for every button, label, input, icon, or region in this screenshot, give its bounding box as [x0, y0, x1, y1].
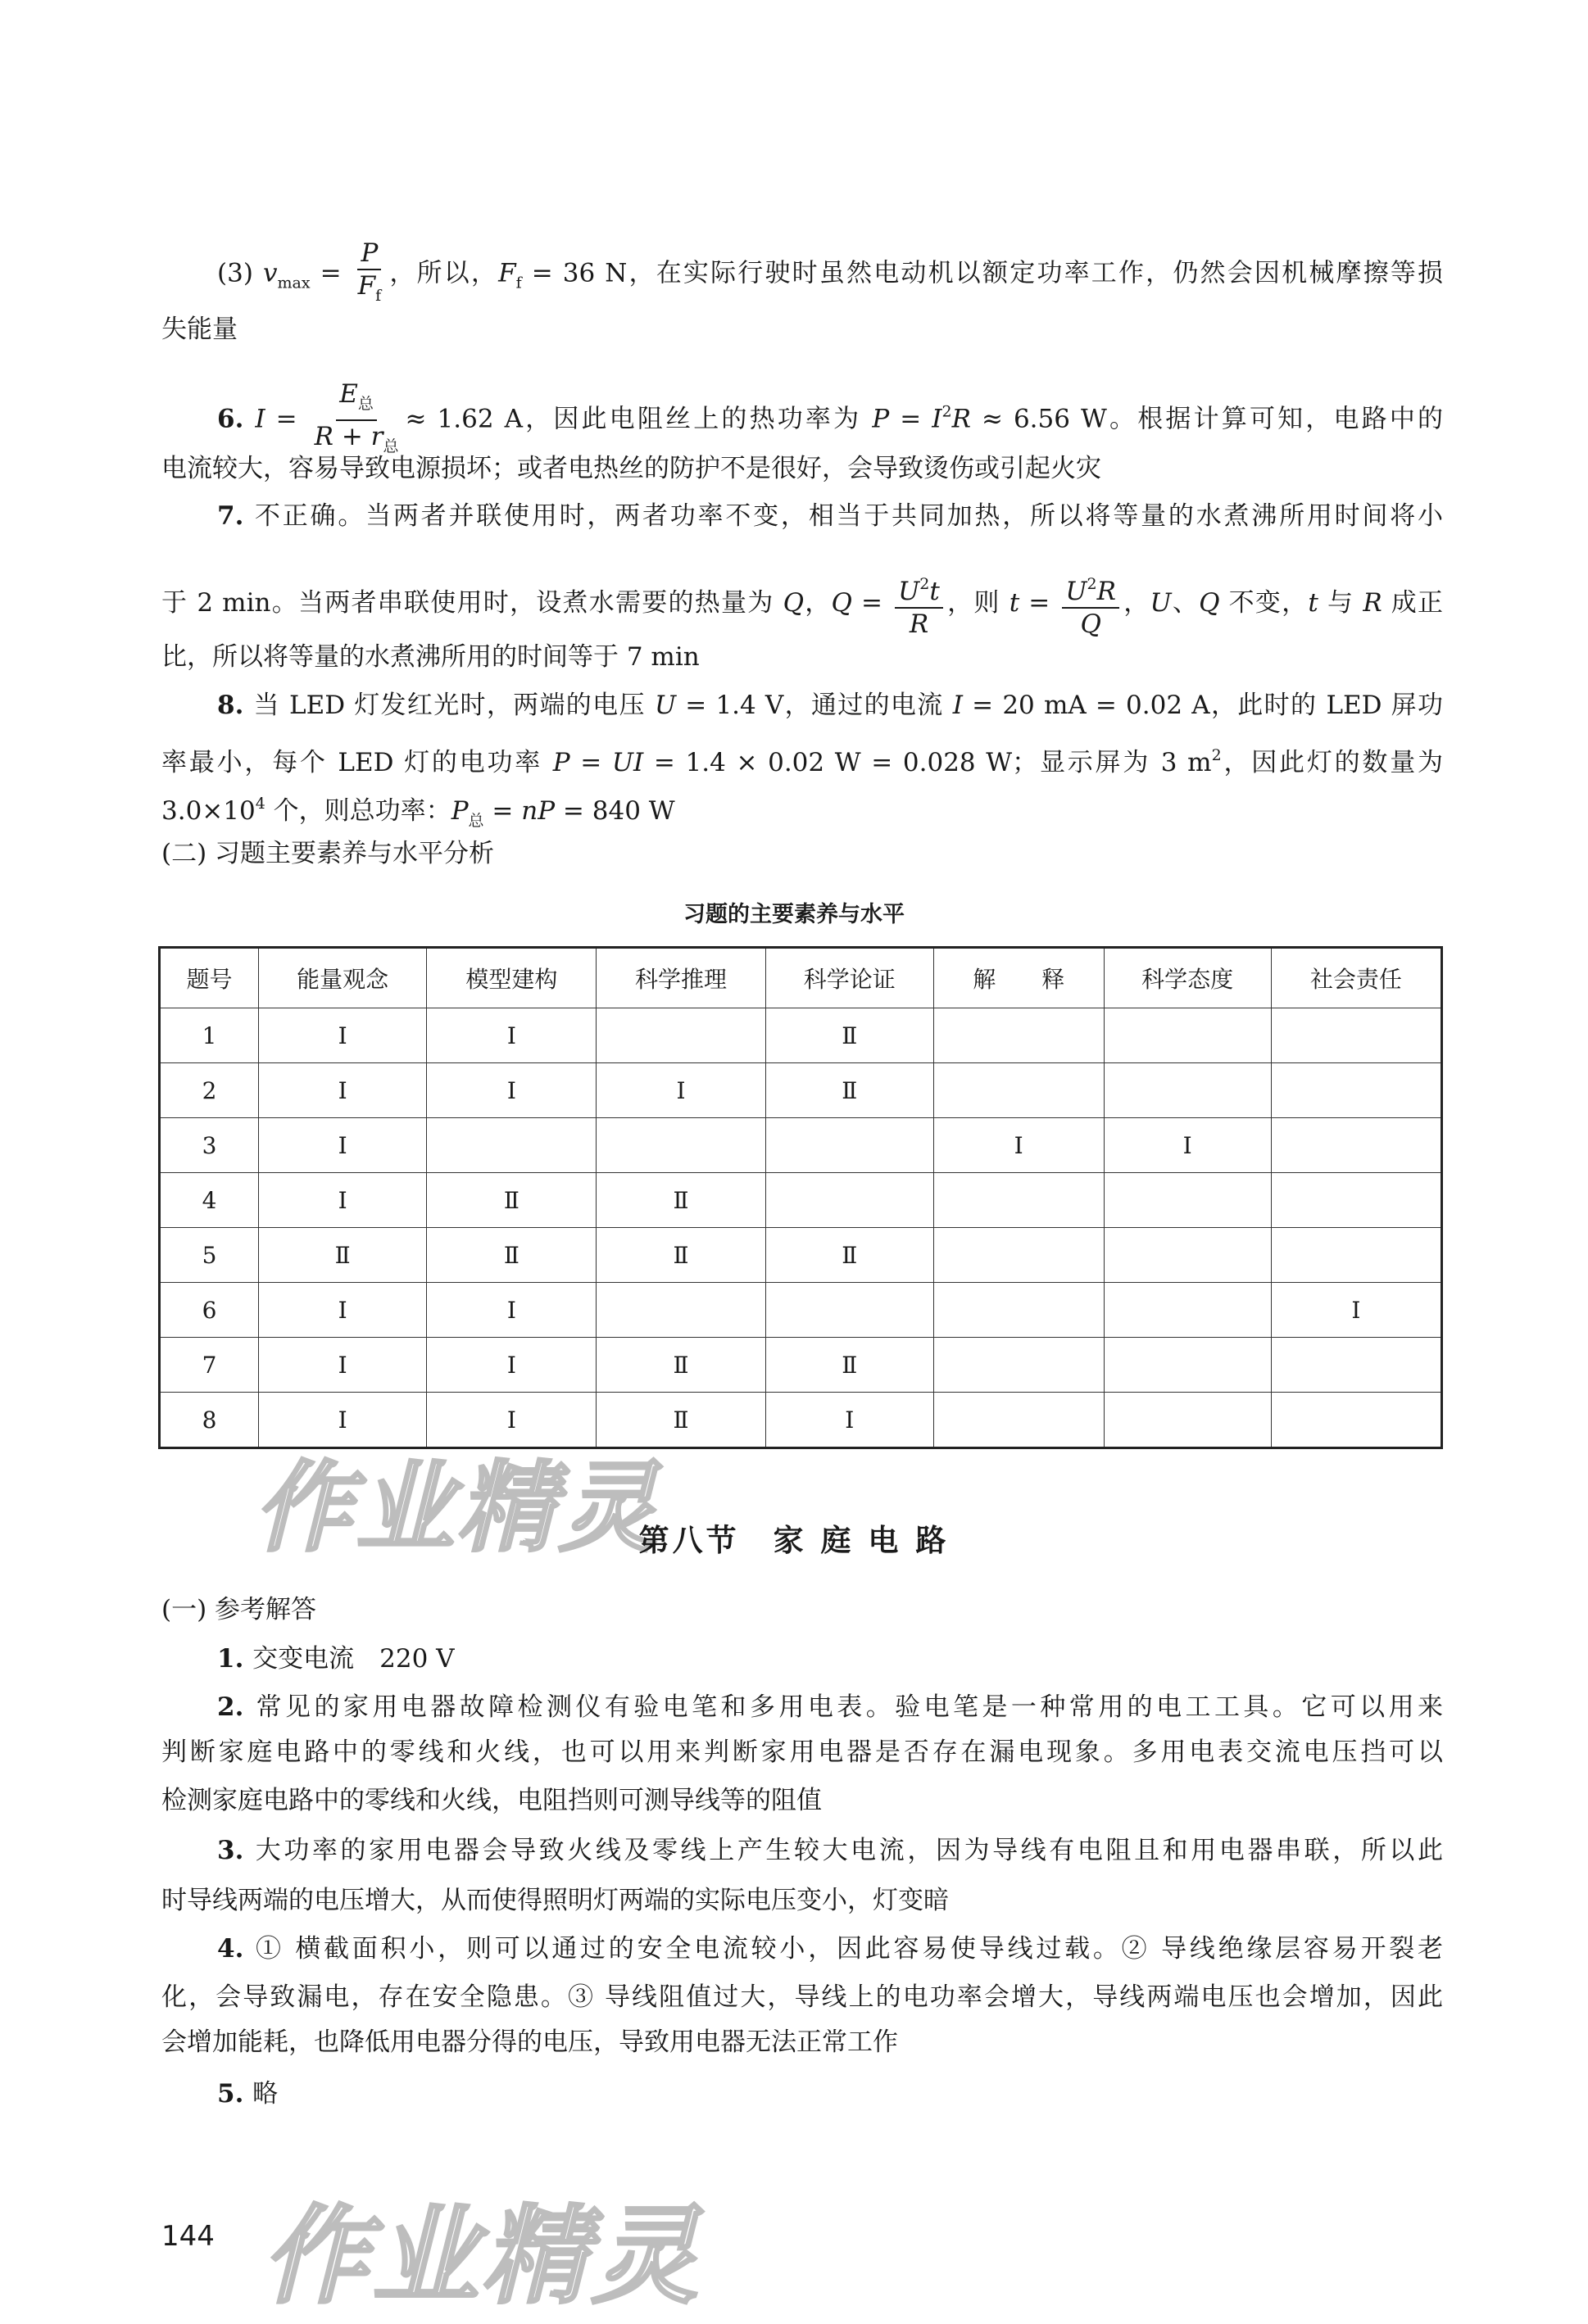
- table-cell: [1104, 1228, 1271, 1283]
- table-cell: Ⅰ: [427, 1393, 597, 1448]
- table-cell: [1271, 1063, 1441, 1118]
- math-variable: UI: [611, 748, 644, 777]
- text-run: ，所以，: [388, 258, 499, 288]
- question-number: 4.: [217, 1934, 256, 1964]
- text-run: =: [483, 796, 522, 826]
- table-cell: 3: [160, 1118, 259, 1173]
- math-variable: I: [932, 404, 942, 434]
- text-line: [161, 1882, 1443, 1919]
- text-run: +: [333, 422, 371, 451]
- table-cell: Ⅰ: [427, 1283, 597, 1338]
- table-cell: 2: [160, 1063, 259, 1118]
- column-header: 社会责任: [1271, 948, 1441, 1008]
- competency-table: [158, 946, 1443, 1449]
- text-run: 检测家庭电路中的零线和火线，电阻挡则可测导线等的阻值: [161, 1786, 822, 1815]
- text-run: 失能量: [161, 315, 238, 344]
- table-cell: [1271, 1173, 1441, 1228]
- text-run: = 840 W: [555, 796, 675, 826]
- page-number: 144: [161, 2220, 215, 2253]
- text-line: [161, 451, 1443, 487]
- math-variable: R: [1363, 588, 1382, 618]
- text-run: 不变，: [1219, 588, 1309, 618]
- table-cell: Ⅰ: [259, 1118, 427, 1173]
- text-line: [161, 639, 1443, 675]
- text-line: [161, 2024, 1443, 2060]
- text-run: = 1.4 V，通过的电流: [676, 691, 953, 720]
- text-line: [161, 1832, 1443, 1869]
- table-cell: [933, 1338, 1104, 1393]
- fraction: [355, 238, 385, 311]
- text-run: ，: [804, 588, 832, 618]
- text-run: = 1.4 × 0.02 W = 0.028 W；显示屏为 3 m: [643, 748, 1212, 777]
- table-cell: [765, 1283, 933, 1338]
- text-run: ① 横截面积小，则可以通过的安全电流较小，因此容易使导线过载。② 导线绝缘层容易开裂老: [255, 1934, 1443, 1964]
- math-variable: U: [1065, 577, 1087, 606]
- superscript: 2: [941, 402, 952, 421]
- math-variable: P: [552, 748, 570, 777]
- text-run: =: [851, 588, 892, 618]
- text-line: [161, 498, 1443, 534]
- table-cell: [1271, 1008, 1441, 1063]
- math-variable: I: [952, 691, 963, 720]
- question-number: 6.: [217, 404, 256, 434]
- text-run: 不正确。当两者并联使用时，两者功率不变，相当于共同加热，所以将等量的水煮沸所用时间将小: [254, 501, 1444, 531]
- math-variable: t: [1009, 588, 1020, 618]
- text-line: [161, 836, 1443, 872]
- table-cell: [933, 1063, 1104, 1118]
- text-run: 交变电流 220 V: [252, 1644, 455, 1674]
- table-cell: Ⅰ: [765, 1393, 933, 1448]
- table-title: 习题的主要素养与水平: [683, 902, 905, 927]
- text-line: [161, 378, 1443, 462]
- text-line: [161, 1979, 1443, 2015]
- column-header: 能量观念: [259, 948, 427, 1008]
- fraction: [895, 569, 943, 640]
- text-line: [161, 311, 1443, 347]
- math-variable: v: [262, 258, 278, 288]
- table-cell: Ⅰ: [259, 1008, 427, 1063]
- text-run: ≈ 1.62 A，因此电阻丝上的热功率为: [405, 404, 873, 434]
- table-cell: [597, 1008, 765, 1063]
- text-run: ，因此灯的数量为: [1221, 748, 1444, 777]
- table-cell: Ⅱ: [597, 1338, 765, 1393]
- math-variable: F: [498, 258, 516, 288]
- table-cell: Ⅱ: [765, 1063, 933, 1118]
- text-run: = 20 mA = 0.02 A，此时的 LED 屏功: [963, 691, 1444, 720]
- text-line: [161, 1592, 1443, 1628]
- table-cell: 1: [160, 1008, 259, 1063]
- table-cell: [1104, 1173, 1271, 1228]
- text-run: 3.0×10: [161, 796, 256, 826]
- math-variable: r: [370, 422, 383, 451]
- text-line: [161, 687, 1443, 723]
- math-variable: R: [951, 404, 971, 434]
- subscript: f: [375, 287, 382, 305]
- table-cell: [1271, 1118, 1441, 1173]
- subscript: 总: [468, 812, 484, 830]
- table-cell: Ⅱ: [765, 1228, 933, 1283]
- column-header: 模型建构: [427, 948, 597, 1008]
- table-cell: Ⅰ: [259, 1173, 427, 1228]
- text-line: [161, 1641, 1443, 1677]
- subscript: f: [515, 274, 522, 292]
- fraction-numerator: [895, 569, 943, 609]
- text-line: [161, 2076, 1443, 2112]
- question-number: 5.: [217, 2079, 253, 2109]
- table-cell: [765, 1118, 933, 1173]
- text-run: =: [569, 748, 612, 777]
- question-number: 2.: [217, 1692, 256, 1722]
- text-run: ，: [1122, 588, 1150, 618]
- table-cell: Ⅰ: [427, 1338, 597, 1393]
- question-number: 7.: [217, 501, 255, 531]
- text-run: =: [889, 404, 932, 434]
- watermark-logo: 作业精灵: [254, 1452, 660, 1565]
- table-cell: Ⅱ: [597, 1393, 765, 1448]
- superscript: 2: [1211, 746, 1222, 764]
- table-cell: 7: [160, 1338, 259, 1393]
- section-title: 第八节 家 庭 电 路: [638, 1523, 950, 1558]
- text-run: 率最小，每个 LED 灯的电功率: [161, 748, 553, 777]
- table-cell: [933, 1228, 1104, 1283]
- math-variable: Q: [1199, 588, 1220, 618]
- subscript: 总: [357, 395, 374, 413]
- text-line: [161, 569, 1443, 640]
- table-cell: Ⅱ: [765, 1338, 933, 1393]
- subscript: 总: [383, 437, 399, 455]
- table-cell: [1104, 1063, 1271, 1118]
- superscript: 4: [255, 795, 265, 813]
- table-cell: [933, 1173, 1104, 1228]
- text-run: 个，则总功率：: [265, 796, 451, 826]
- text-run: 大功率的家用电器会导致火线及零线上产生较大电流，因为导线有电阻且和用电器串联，所以此: [255, 1836, 1443, 1865]
- text-run: (3): [217, 258, 263, 288]
- text-line: [161, 786, 1443, 839]
- text-run: ≈ 6.56 W。根据计算可知，电路中的: [970, 404, 1444, 434]
- text-line: [161, 1931, 1443, 1967]
- text-run: 判断家庭电路中的零线和火线，也可以用来判断家用电器是否存在漏电现象。多用电表交流电压挡可以: [161, 1737, 1443, 1767]
- watermark-logo-bottom: 作业精灵: [262, 2194, 702, 2318]
- fraction-denominator: [1077, 609, 1104, 640]
- text-run: 、: [1171, 588, 1200, 618]
- table-cell: Ⅰ: [259, 1338, 427, 1393]
- fraction-numerator: [1062, 569, 1119, 609]
- table-cell: Ⅰ: [427, 1063, 597, 1118]
- math-variable: Q: [831, 588, 852, 618]
- table-cell: Ⅰ: [259, 1393, 427, 1448]
- table-cell: [765, 1173, 933, 1228]
- table-cell: Ⅰ: [427, 1008, 597, 1063]
- table-cell: 6: [160, 1283, 259, 1338]
- table-cell: Ⅱ: [597, 1228, 765, 1283]
- text-run: =: [265, 404, 308, 434]
- table-cell: [1104, 1393, 1271, 1448]
- table-cell: Ⅱ: [259, 1228, 427, 1283]
- math-variable: R: [314, 422, 333, 451]
- math-variable: Q: [1080, 609, 1101, 639]
- table-cell: Ⅱ: [427, 1228, 597, 1283]
- table-header-row: [160, 948, 1442, 1008]
- math-variable: F: [357, 271, 376, 301]
- text-run: 比，所以将等量的水煮沸所用的时间等于 7 min: [161, 642, 700, 672]
- table-row: [160, 1118, 1442, 1173]
- math-variable: nP: [521, 796, 556, 826]
- superscript: 2: [1087, 575, 1097, 593]
- table-cell: [933, 1393, 1104, 1448]
- text-run: 电流较大，容易导致电源损坏；或者电热丝的防护不是很好，会导致烫伤或引起火灾: [161, 454, 1101, 483]
- table-cell: Ⅰ: [597, 1063, 765, 1118]
- table-cell: 5: [160, 1228, 259, 1283]
- math-variable: U: [654, 691, 677, 720]
- text-run: 于 2 min。当两者串联使用时，设煮水需要的热量为: [161, 588, 783, 618]
- text-run: =: [310, 258, 352, 288]
- math-variable: Q: [783, 588, 805, 618]
- math-variable: t: [929, 577, 940, 606]
- table-cell: [1271, 1338, 1441, 1393]
- column-header: 解 释: [933, 948, 1104, 1008]
- table-cell: [1104, 1338, 1271, 1393]
- text-line: [161, 737, 1443, 781]
- fraction: [311, 378, 402, 462]
- fraction-denominator: [355, 270, 385, 311]
- column-header: 科学态度: [1104, 948, 1271, 1008]
- table-cell: Ⅰ: [1271, 1283, 1441, 1338]
- table-cell: [597, 1283, 765, 1338]
- math-variable: R: [1096, 577, 1116, 606]
- fraction-numerator: [336, 378, 377, 421]
- table-cell: 8: [160, 1393, 259, 1448]
- text-run: (一) 参考解答: [161, 1595, 317, 1624]
- question-number: 3.: [217, 1836, 256, 1865]
- text-run: 略: [252, 2079, 279, 2109]
- table-cell: Ⅱ: [427, 1173, 597, 1228]
- table-cell: [597, 1118, 765, 1173]
- question-number: 8.: [217, 691, 254, 720]
- math-variable: R: [909, 609, 929, 639]
- text-run: 时导线两端的电压增大，从而使得照明灯两端的实际电压变小，灯变暗: [161, 1886, 949, 1915]
- table-cell: [1104, 1283, 1271, 1338]
- text-run: (二) 习题主要素养与水平分析: [161, 839, 495, 868]
- table-row: [160, 1228, 1442, 1283]
- math-variable: P: [872, 404, 890, 434]
- text-run: ，则: [946, 588, 1010, 618]
- math-variable: P: [361, 238, 379, 268]
- math-variable: U: [1150, 588, 1172, 618]
- text-line: [161, 1734, 1443, 1770]
- column-header: 科学推理: [597, 948, 765, 1008]
- subscript: max: [277, 274, 311, 292]
- text-line: [161, 238, 1443, 311]
- superscript: 2: [919, 575, 930, 593]
- table-cell: Ⅰ: [933, 1118, 1104, 1173]
- table-row: [160, 1338, 1442, 1393]
- math-variable: I: [255, 404, 265, 434]
- math-variable: E: [339, 379, 358, 409]
- math-variable: t: [1308, 588, 1318, 618]
- table-row: [160, 1173, 1442, 1228]
- table-cell: [1271, 1393, 1441, 1448]
- table-cell: Ⅱ: [597, 1173, 765, 1228]
- table-cell: Ⅱ: [765, 1008, 933, 1063]
- question-number: 1.: [217, 1644, 253, 1674]
- text-run: =: [1019, 588, 1059, 618]
- text-run: 当 LED 灯发红光时，两端的电压: [253, 691, 655, 720]
- text-run: 与: [1318, 588, 1363, 618]
- table-row: [160, 1063, 1442, 1118]
- table-cell: Ⅰ: [1104, 1118, 1271, 1173]
- column-header: 科学论证: [765, 948, 933, 1008]
- text-run: 常见的家用电器故障检测仪有验电笔和多用电表。验电笔是一种常用的电工工具。它可以用来: [256, 1692, 1443, 1722]
- math-variable: P: [451, 796, 469, 826]
- table-cell: [933, 1008, 1104, 1063]
- fraction: [1062, 569, 1119, 640]
- table-cell: Ⅰ: [259, 1063, 427, 1118]
- text-line: [161, 1689, 1443, 1725]
- fraction-numerator: [357, 238, 381, 270]
- table-row: [160, 1283, 1442, 1338]
- table-cell: [1271, 1228, 1441, 1283]
- table-cell: Ⅰ: [259, 1283, 427, 1338]
- table-cell: [427, 1118, 597, 1173]
- text-run: 会增加能耗，也降低用电器分得的电压，导致用电器无法正常工作: [161, 2027, 898, 2057]
- fraction-denominator: [906, 609, 932, 640]
- table-cell: 4: [160, 1173, 259, 1228]
- math-variable: U: [898, 577, 920, 606]
- text-run: 成正: [1382, 588, 1444, 618]
- text-line: [161, 1783, 1443, 1819]
- table-cell: [933, 1283, 1104, 1338]
- table-row: [160, 1008, 1442, 1063]
- text-run: 化，会导致漏电，存在安全隐患。③ 导线阻值过大，导线上的电功率会增大，导线两端电压也会增加，因此: [161, 1982, 1443, 2012]
- text-run: = 36 N，在实际行驶时虽然电动机以额定功率工作，仍然会因机械摩擦等损: [521, 258, 1444, 288]
- table-cell: [1104, 1008, 1271, 1063]
- column-header: 题号: [160, 948, 259, 1008]
